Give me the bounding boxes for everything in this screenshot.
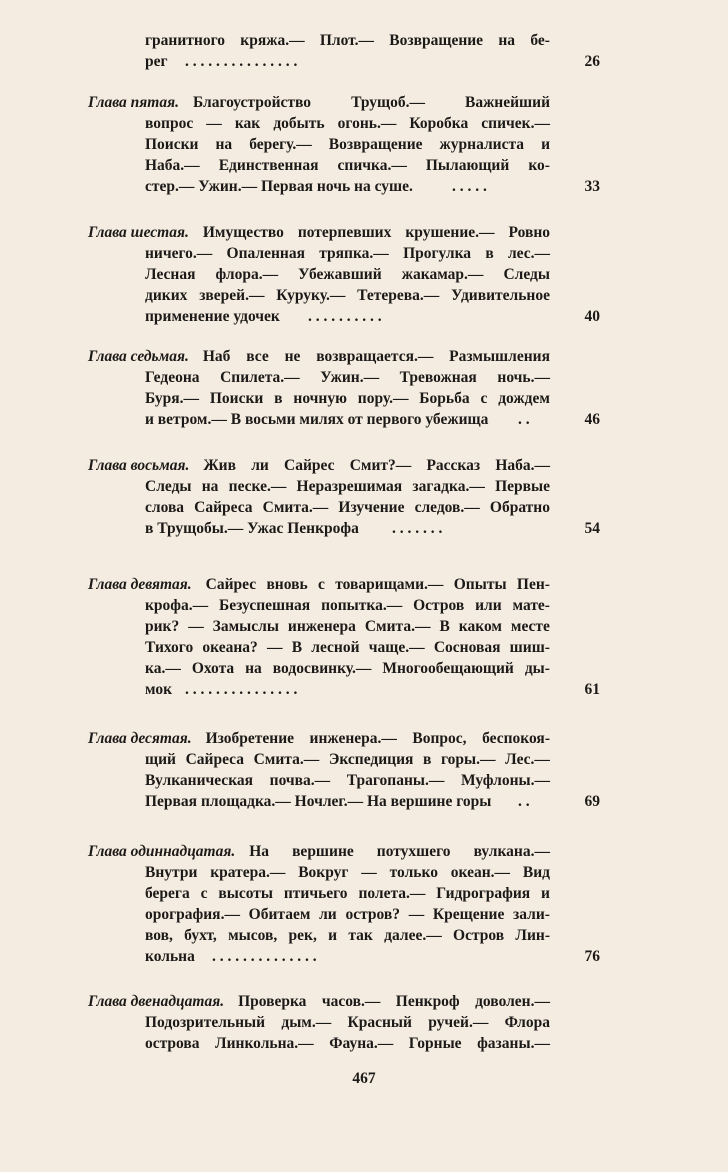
- word: кряжа.—: [240, 32, 305, 49]
- word: и: [541, 136, 550, 153]
- chapter-first-line: [203, 455, 550, 476]
- word: в: [485, 245, 494, 262]
- word: с: [318, 576, 325, 593]
- word: следов.—: [414, 499, 480, 516]
- word: кратера.—: [210, 864, 286, 881]
- entry-last-line: рег: [145, 53, 168, 70]
- leader-dots: . . . . . . . . . . . . . . .: [185, 53, 298, 70]
- leader-dots: . .: [518, 793, 530, 810]
- word: Неразрешимая: [296, 478, 403, 495]
- word: Наб: [202, 348, 231, 365]
- word: огонь.—: [337, 115, 397, 132]
- word: диких: [145, 287, 188, 304]
- page-ref: 33: [584, 178, 600, 195]
- word: слова: [145, 499, 185, 516]
- word: чаще.—: [368, 639, 425, 656]
- word: Спилета.—: [220, 369, 300, 386]
- entry-last-line: в Трущобы.— Ужас Пенкрофа: [145, 520, 359, 537]
- word: Крещение: [432, 906, 505, 923]
- entry-last-line: и ветром.— В восьми милях от первого убежища: [145, 411, 489, 428]
- word: Тревожная: [399, 369, 477, 386]
- entry-last-line: Первая площадка.— Ночлег.— На вершине горы: [145, 793, 492, 810]
- word: на: [201, 478, 219, 495]
- entry-heading-line: [88, 222, 550, 243]
- word: Смита.—: [364, 618, 431, 635]
- word: и: [541, 885, 550, 902]
- word: шиш-: [509, 639, 550, 656]
- word: инженера.—: [309, 730, 397, 747]
- word: Возвращение: [389, 32, 484, 49]
- word: Опаленная: [226, 245, 305, 262]
- entry-line: [145, 904, 550, 925]
- page-ref: 40: [584, 308, 600, 325]
- word: Замыслы: [212, 618, 279, 635]
- word: Рассказ: [426, 457, 481, 474]
- word: Плот.—: [319, 32, 374, 49]
- word: тряпка.—: [319, 245, 389, 262]
- word: или: [475, 597, 502, 614]
- word: Изучение: [338, 499, 405, 516]
- word: берега: [145, 885, 190, 902]
- entry-line: [145, 883, 550, 904]
- word: Вопрос,: [412, 730, 467, 747]
- word: Безуспешная: [219, 597, 311, 614]
- word: мате-: [512, 597, 550, 614]
- word: Борьба: [419, 390, 470, 407]
- word: дым.—: [281, 1014, 332, 1031]
- entry-heading-line: [88, 728, 550, 749]
- word: Следы: [145, 478, 192, 495]
- word: Внутри: [145, 864, 198, 881]
- word: ночь.—: [497, 369, 550, 386]
- word: полета.—: [358, 885, 426, 902]
- chapter-label: Глава восьмая.: [88, 457, 190, 474]
- word: острова: [145, 1035, 200, 1052]
- entry-line: [145, 497, 550, 518]
- entry-line: [145, 243, 550, 264]
- word: вов,: [145, 927, 173, 944]
- word: В: [439, 618, 450, 635]
- word: так: [348, 927, 373, 944]
- word: месте: [510, 618, 550, 635]
- word: —: [408, 906, 425, 923]
- word: Многообещающий: [382, 660, 514, 677]
- word: спичка.—: [337, 157, 407, 174]
- page-ref: 54: [584, 520, 600, 537]
- word: Благоустройство: [192, 94, 312, 111]
- word: флора.—: [215, 266, 279, 283]
- chapter-label: Глава двенадцатая.: [88, 993, 225, 1010]
- entry-last-line: стер.— Ужин.— Первая ночь на суше.: [145, 178, 413, 195]
- word: на: [215, 136, 233, 153]
- word: крофа.—: [145, 597, 209, 614]
- word: на: [498, 32, 516, 49]
- page-ref: 46: [584, 411, 600, 428]
- entry-line: [145, 388, 550, 409]
- entry-line: [145, 616, 550, 637]
- leader-dots: . . . . . . .: [392, 520, 443, 537]
- word: Гедеона: [145, 369, 200, 386]
- word: зали-: [513, 906, 550, 923]
- word: Линкольна.—: [215, 1035, 314, 1052]
- chapter-first-line: [193, 92, 550, 113]
- entry-heading-line: [88, 991, 550, 1012]
- entry-line: [145, 658, 550, 679]
- word: Лес.—: [505, 751, 550, 768]
- word: Красный: [347, 1014, 412, 1031]
- page-ref: 69: [584, 793, 600, 810]
- word: Гидрография: [436, 885, 531, 902]
- leader-dots: . .: [518, 411, 530, 428]
- word: Опыты: [453, 576, 507, 593]
- word: Горные: [408, 1035, 462, 1052]
- word: вулкана.—: [473, 843, 550, 860]
- word: Жив: [203, 457, 236, 474]
- word: В: [291, 639, 303, 656]
- chapter-first-line: [249, 841, 550, 862]
- word: не: [284, 348, 301, 365]
- word: ко-: [528, 157, 550, 174]
- word: жакамар.—: [401, 266, 484, 283]
- word: лес.—: [507, 245, 550, 262]
- word: Пенкроф: [395, 993, 460, 1010]
- word: Лесная: [145, 266, 196, 283]
- word: загадка.—: [412, 478, 485, 495]
- word: на: [245, 660, 262, 677]
- entry-line: [145, 476, 550, 497]
- chapter-label: Глава шестая.: [88, 224, 189, 241]
- word: Буря.—: [145, 390, 199, 407]
- word: Фауна.—: [329, 1035, 394, 1052]
- word: лесной: [311, 639, 360, 656]
- word: Коробка: [409, 115, 469, 132]
- word: Поиски: [145, 136, 199, 153]
- word: в: [423, 751, 432, 768]
- word: —: [188, 618, 204, 635]
- word: часов.—: [321, 993, 381, 1010]
- word: Экспедиция: [328, 751, 414, 768]
- leader-dots: . . . . . . . . . . . . . .: [212, 948, 317, 965]
- entry-heading-line: [88, 346, 550, 367]
- leader-dots: . . . . . . . . . .: [308, 308, 382, 325]
- word: Сосновая: [433, 639, 501, 656]
- word: спичек.—: [481, 115, 550, 132]
- word: дождем: [498, 390, 550, 407]
- word: крушение.—: [405, 224, 495, 241]
- chapter-first-line: [238, 991, 550, 1012]
- word: На: [249, 843, 270, 860]
- entry-line: [145, 637, 550, 658]
- word: Остров: [453, 927, 505, 944]
- leader-dots: . . . . . . . . . . . . . . .: [185, 681, 298, 698]
- word: Вулканическая: [145, 772, 254, 789]
- word: добыть: [273, 115, 325, 132]
- entry-line: [145, 862, 550, 883]
- word: товарищами.—: [335, 576, 444, 593]
- word: с: [480, 390, 488, 407]
- word: мысов,: [228, 927, 278, 944]
- word: ка.—: [145, 660, 181, 677]
- entry-line: [145, 367, 550, 388]
- word: Охота: [191, 660, 235, 677]
- word: Сайрес: [205, 576, 257, 593]
- word: Первые: [495, 478, 550, 495]
- word: ночную: [293, 390, 347, 407]
- word: фазаны.—: [477, 1035, 550, 1052]
- word: океана?: [202, 639, 258, 656]
- entry-line: [145, 1033, 550, 1054]
- word: Наба.—: [145, 157, 200, 174]
- entry-line: [145, 595, 550, 616]
- word: высоты: [218, 885, 273, 902]
- word: рик?: [145, 618, 180, 635]
- word: Трущоб.—: [351, 94, 425, 111]
- entry-line: [145, 285, 550, 306]
- word: пору.—: [357, 390, 409, 407]
- word: орография.—: [145, 906, 240, 923]
- word: Поиски: [209, 390, 264, 407]
- word: Следы: [503, 266, 550, 283]
- entry-line: [145, 134, 550, 155]
- word: попытка.—: [321, 597, 403, 614]
- chapter-label: Глава десятая.: [88, 730, 192, 747]
- word: Смит?—: [349, 457, 412, 474]
- word: Проверка: [238, 993, 307, 1010]
- word: Возвращение: [328, 136, 423, 153]
- word: гранитного: [145, 32, 225, 49]
- word: зверей.—: [199, 287, 265, 304]
- word: Подозрительный: [145, 1014, 266, 1031]
- entry-line: [145, 749, 550, 770]
- word: Пен-: [516, 576, 550, 593]
- leader-dots: . . . . .: [452, 178, 487, 195]
- word: Обратно: [489, 499, 550, 516]
- word: —: [361, 864, 377, 881]
- word: Флора: [504, 1014, 550, 1031]
- word: ничего.—: [145, 245, 213, 262]
- chapter-label: Глава пятая.: [88, 94, 179, 111]
- word: Смита.—: [262, 499, 329, 516]
- word: берегу.—: [249, 136, 312, 153]
- word: —: [206, 115, 222, 132]
- entry-line: [145, 113, 550, 134]
- word: потерпевших: [297, 224, 392, 241]
- word: Вид: [522, 864, 550, 881]
- word: Куруку.—: [276, 287, 346, 304]
- word: ды-: [524, 660, 550, 677]
- word: бухт,: [184, 927, 217, 944]
- word: Ровно: [508, 224, 550, 241]
- word: птичьего: [283, 885, 348, 902]
- word: остров?: [345, 906, 400, 923]
- word: Муфлоны.—: [461, 772, 550, 789]
- word: Важнейший: [464, 94, 550, 111]
- word: ли: [251, 457, 269, 474]
- entry-line: [145, 770, 550, 791]
- chapter-label: Глава седьмая.: [88, 348, 189, 365]
- word: Прогулка: [403, 245, 472, 262]
- word: Наба.—: [495, 457, 550, 474]
- word: Тихого: [145, 639, 194, 656]
- chapter-first-line: [206, 574, 550, 595]
- word: вопрос: [145, 115, 194, 132]
- word: Лин-: [515, 927, 550, 944]
- page-ref: 26: [584, 53, 600, 70]
- entry-last-line: мок: [145, 681, 173, 698]
- word: Изобретение: [205, 730, 295, 747]
- word: щий: [145, 751, 176, 768]
- page-number: 467: [352, 1070, 376, 1087]
- entry-line: [145, 155, 550, 176]
- word: —: [267, 639, 283, 656]
- word: Сайреса: [185, 751, 244, 768]
- word: Размышления: [449, 348, 550, 365]
- entry-heading-line: [88, 841, 550, 862]
- chapter-label: Глава одиннадцатая.: [88, 843, 236, 860]
- word: ручей.—: [428, 1014, 489, 1031]
- word: Удивительное: [451, 287, 550, 304]
- word: ли: [319, 906, 337, 923]
- entry-line: [145, 925, 550, 946]
- word: инженера: [287, 618, 356, 635]
- word: Пылающий: [425, 157, 510, 174]
- chapter-first-line: [203, 222, 550, 243]
- word: Смита.—: [253, 751, 320, 768]
- word: Сайреса: [194, 499, 253, 516]
- word: как: [234, 115, 261, 132]
- word: Единственная: [218, 157, 319, 174]
- entry-last-line: применение удочек: [145, 308, 280, 325]
- word: вновь: [266, 576, 308, 593]
- word: все: [246, 348, 269, 365]
- entry-line: [145, 1012, 550, 1033]
- word: вершине: [292, 843, 354, 860]
- page-ref: 76: [584, 948, 600, 965]
- page-ref: 61: [584, 681, 600, 698]
- entry-line: [145, 30, 550, 51]
- entry-last-line: кольна: [145, 948, 195, 965]
- entry-heading-line: [88, 574, 550, 595]
- word: почва.—: [269, 772, 331, 789]
- word: Имущество: [202, 224, 284, 241]
- word: песке.—: [228, 478, 287, 495]
- entry-line: [145, 264, 550, 285]
- word: бе-: [530, 32, 550, 49]
- chapter-first-line: [203, 346, 550, 367]
- chapter-label: Глава девятая.: [88, 576, 192, 593]
- word: потухшего: [376, 843, 451, 860]
- chapter-first-line: [206, 728, 550, 749]
- word: с: [200, 885, 208, 902]
- word: возвращается.—: [316, 348, 434, 365]
- word: далее.—: [384, 927, 442, 944]
- word: и: [328, 927, 338, 944]
- word: водосвинку.—: [272, 660, 372, 677]
- word: Убежавший: [298, 266, 382, 283]
- word: Тетерева.—: [357, 287, 440, 304]
- word: беспокоя-: [482, 730, 550, 747]
- word: океан.—: [450, 864, 511, 881]
- entry-heading-line: [88, 455, 550, 476]
- word: доволен.—: [475, 993, 550, 1010]
- word: Обитаем: [248, 906, 311, 923]
- word: Вокруг: [298, 864, 349, 881]
- word: Ужин.—: [320, 369, 380, 386]
- word: каком: [458, 618, 502, 635]
- word: рек,: [288, 927, 317, 944]
- word: только: [389, 864, 438, 881]
- word: Трагопаны.—: [346, 772, 445, 789]
- word: журналиста: [439, 136, 525, 153]
- word: Сайрес: [284, 457, 335, 474]
- entry-heading-line: [88, 92, 550, 113]
- word: в: [274, 390, 283, 407]
- word: Остров: [413, 597, 465, 614]
- word: горы.—: [441, 751, 496, 768]
